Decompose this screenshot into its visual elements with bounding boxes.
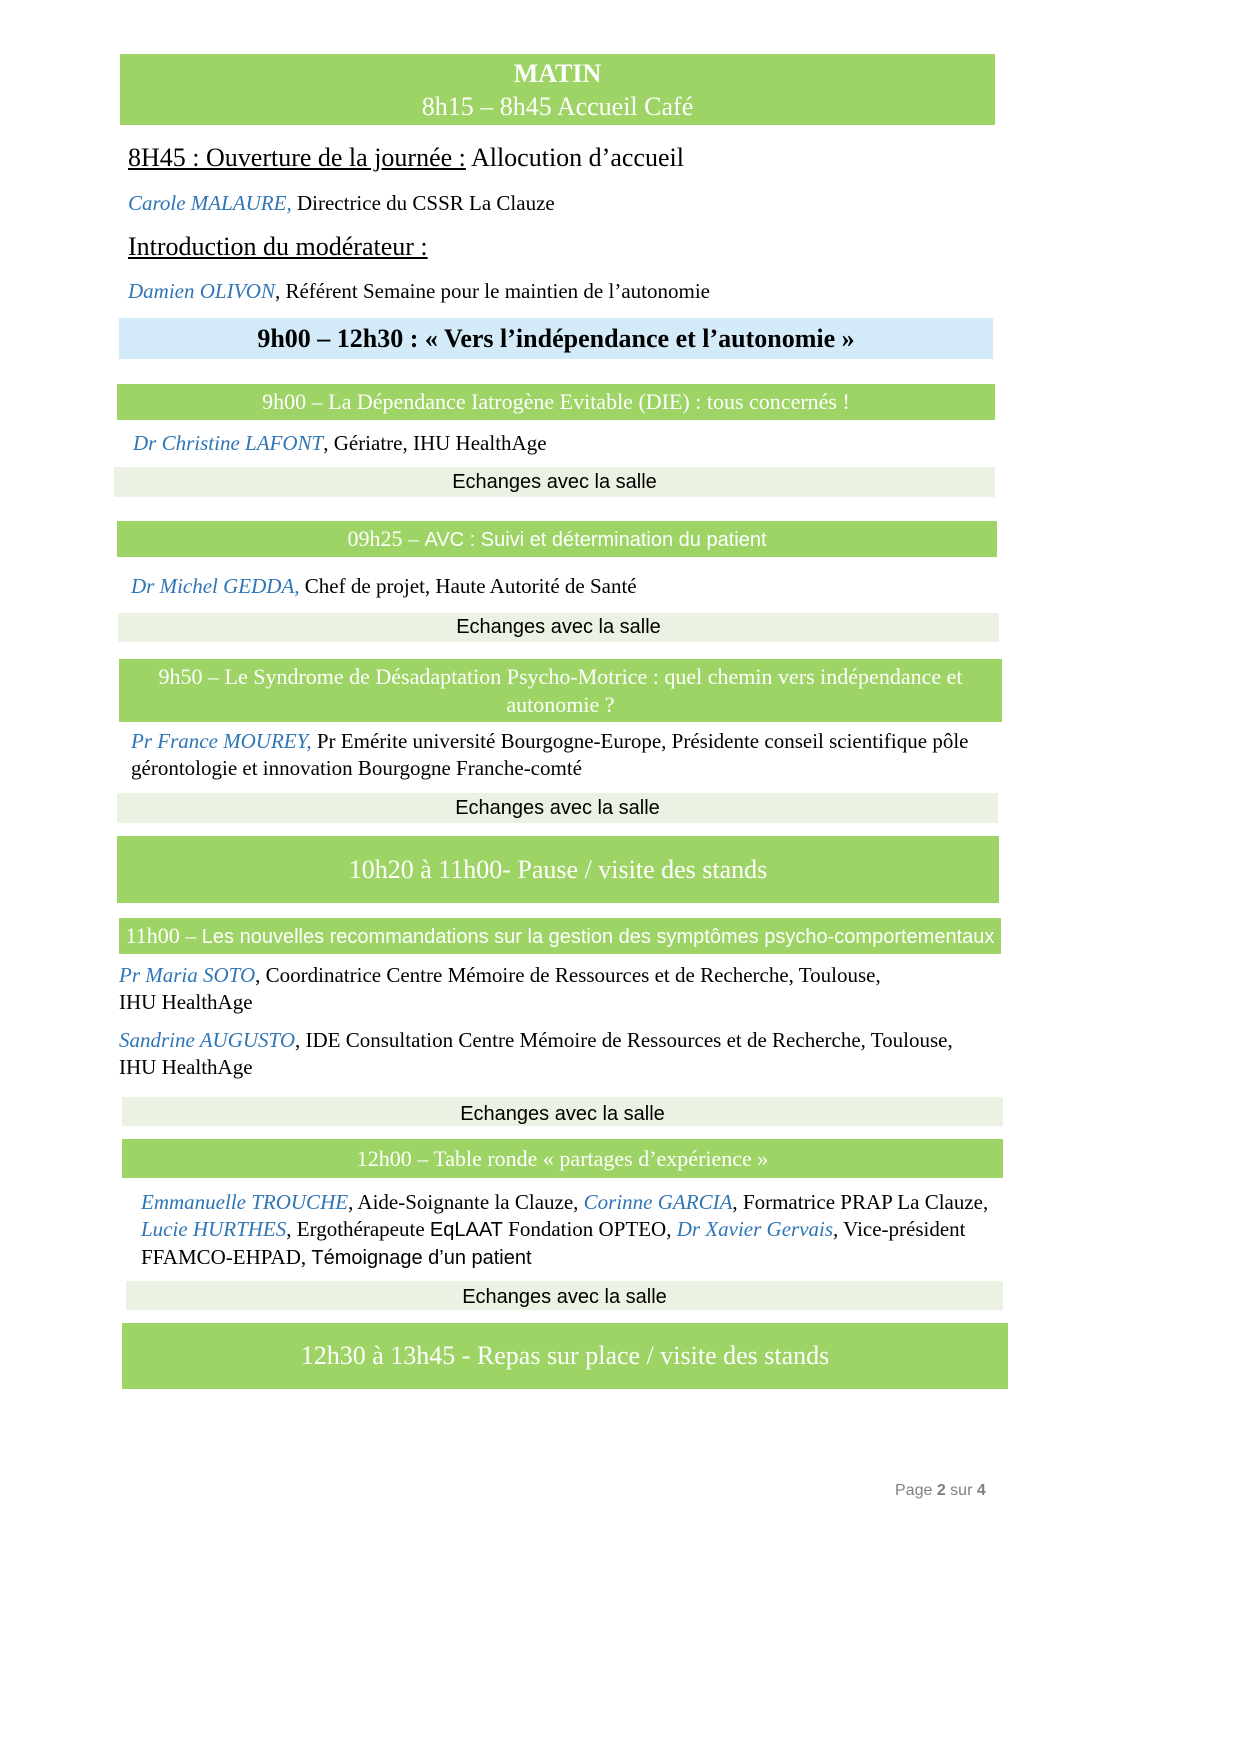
morning-header — [120, 54, 995, 125]
talk2-time: 09h25 – — [347, 526, 425, 551]
speaker-role-cont: IHU HealthAge — [119, 990, 253, 1014]
talk4-exchange: Echanges avec la salle — [122, 1097, 1003, 1126]
panelist-role: , Vice-président — [833, 1217, 966, 1241]
talk4-title — [119, 918, 1001, 954]
talk1-exchange: Echanges avec la salle — [114, 467, 995, 497]
session-banner: 9h00 – 12h30 : « Vers l’indépendance et l’autonomie » — [119, 318, 993, 359]
opening-heading — [128, 143, 684, 173]
speaker-name: Pr France MOUREY, — [131, 729, 312, 753]
speaker-role-cont: IHU HealthAge — [119, 1055, 253, 1079]
speaker-role: , Coordinatrice Centre Mémoire de Ressources et de Recherche, Toulouse, — [255, 963, 881, 987]
panelist-name: Lucie HURTHES — [141, 1217, 287, 1241]
speaker-name: Dr Michel GEDDA, — [131, 574, 300, 598]
talk2-title — [117, 521, 997, 557]
panelist-org: EqLAAT — [429, 1219, 503, 1241]
talk3-title-line1: 9h50 – Le Syndrome de Désadaptation Psycho-Motrice : quel chemin vers indépendance et — [158, 664, 963, 689]
panelist-role: , Ergothérapeute — [286, 1217, 430, 1241]
talk5-title: 12h00 – Table ronde « partages d’expérience » — [122, 1139, 1003, 1178]
talk4-time: 11h00 – — [125, 923, 202, 948]
panelist-role: FFAMCO-EHPAD, — [141, 1245, 312, 1269]
talk3-speaker — [131, 728, 991, 782]
talk3-exchange: Echanges avec la salle — [117, 793, 998, 823]
panelist-name: Emmanuelle TROUCHE — [141, 1190, 349, 1214]
speaker-name: Dr Christine LAFONT — [133, 431, 324, 455]
panelist-name: Corinne GARCIA — [583, 1190, 733, 1214]
talk1-title: 9h00 – La Dépendance Iatrogène Evitable (DIE) : tous concernés ! — [117, 384, 995, 420]
speaker-role-cont: gérontologie et innovation Bourgogne Franche-comté — [131, 756, 582, 780]
speaker-role: , IDE Consultation Centre Mémoire de Ressources et de Recherche, Toulouse, — [295, 1028, 953, 1052]
panelist-role: Fondation OPTEO, — [502, 1217, 677, 1241]
talk2-subject: AVC : Suivi et détermination du patient — [424, 529, 767, 551]
talk3-title — [119, 659, 1002, 722]
talk3-title-line2: autonomie ? — [506, 692, 615, 717]
speaker-name: Carole MALAURE, — [128, 191, 292, 215]
speaker-role: , Référent Semaine pour le maintien de l’autonomie — [274, 279, 710, 303]
speaker-name: Sandrine AUGUSTO — [119, 1028, 295, 1052]
moderator-heading: Introduction du modérateur : — [128, 232, 428, 261]
opening-speaker — [128, 188, 555, 218]
moderator-speaker — [128, 276, 710, 306]
welcome-coffee: 8h15 – 8h45 Accueil Café — [421, 92, 694, 121]
total-pages: 4 — [976, 1482, 986, 1499]
opening-time: 8H45 : Ouverture de la journée : — [128, 143, 466, 172]
talk5-panel — [141, 1189, 1001, 1272]
panelist-role: , Aide-Soignante la Clauze, — [348, 1190, 584, 1214]
talk5-exchange: Echanges avec la salle — [126, 1281, 1003, 1310]
speaker-role: Chef de projet, Haute Autorité de Santé — [299, 574, 637, 598]
current-page: 2 — [936, 1482, 946, 1499]
talk2-speaker — [131, 571, 637, 601]
talk1-speaker — [133, 428, 547, 458]
speaker-name: Pr Maria SOTO — [119, 963, 256, 987]
talk2-exchange: Echanges avec la salle — [118, 613, 999, 642]
speaker-role: , Gériatre, IHU HealthAge — [323, 431, 547, 455]
talk4-speaker1 — [119, 962, 999, 1016]
talk4-subject: Les nouvelles recommandations sur la gestion des symptômes psycho-comportementaux — [201, 926, 995, 948]
talk4-speaker2 — [119, 1027, 999, 1081]
lunch-banner: 12h30 à 13h45 - Repas sur place / visite des stands — [122, 1323, 1008, 1389]
patient-testimony: Témoignage d’un patient — [311, 1247, 532, 1269]
morning-title: MATIN — [513, 59, 602, 88]
pause-banner: 10h20 à 11h00- Pause / visite des stands — [117, 836, 999, 903]
speaker-name: Damien OLIVON — [128, 279, 275, 303]
speaker-role: Directrice du CSSR La Clauze — [291, 191, 555, 215]
panelist-name: Dr Xavier Gervais — [676, 1217, 834, 1241]
speaker-role: Pr Emérite université Bourgogne-Europe, Présidente conseil scientifique pôle — [311, 729, 969, 753]
opening-label: Allocution d’accueil — [465, 143, 684, 172]
page-number: Page 2 sur 4 — [895, 1482, 986, 1499]
panelist-role: , Formatrice PRAP La Clauze, — [732, 1190, 989, 1214]
